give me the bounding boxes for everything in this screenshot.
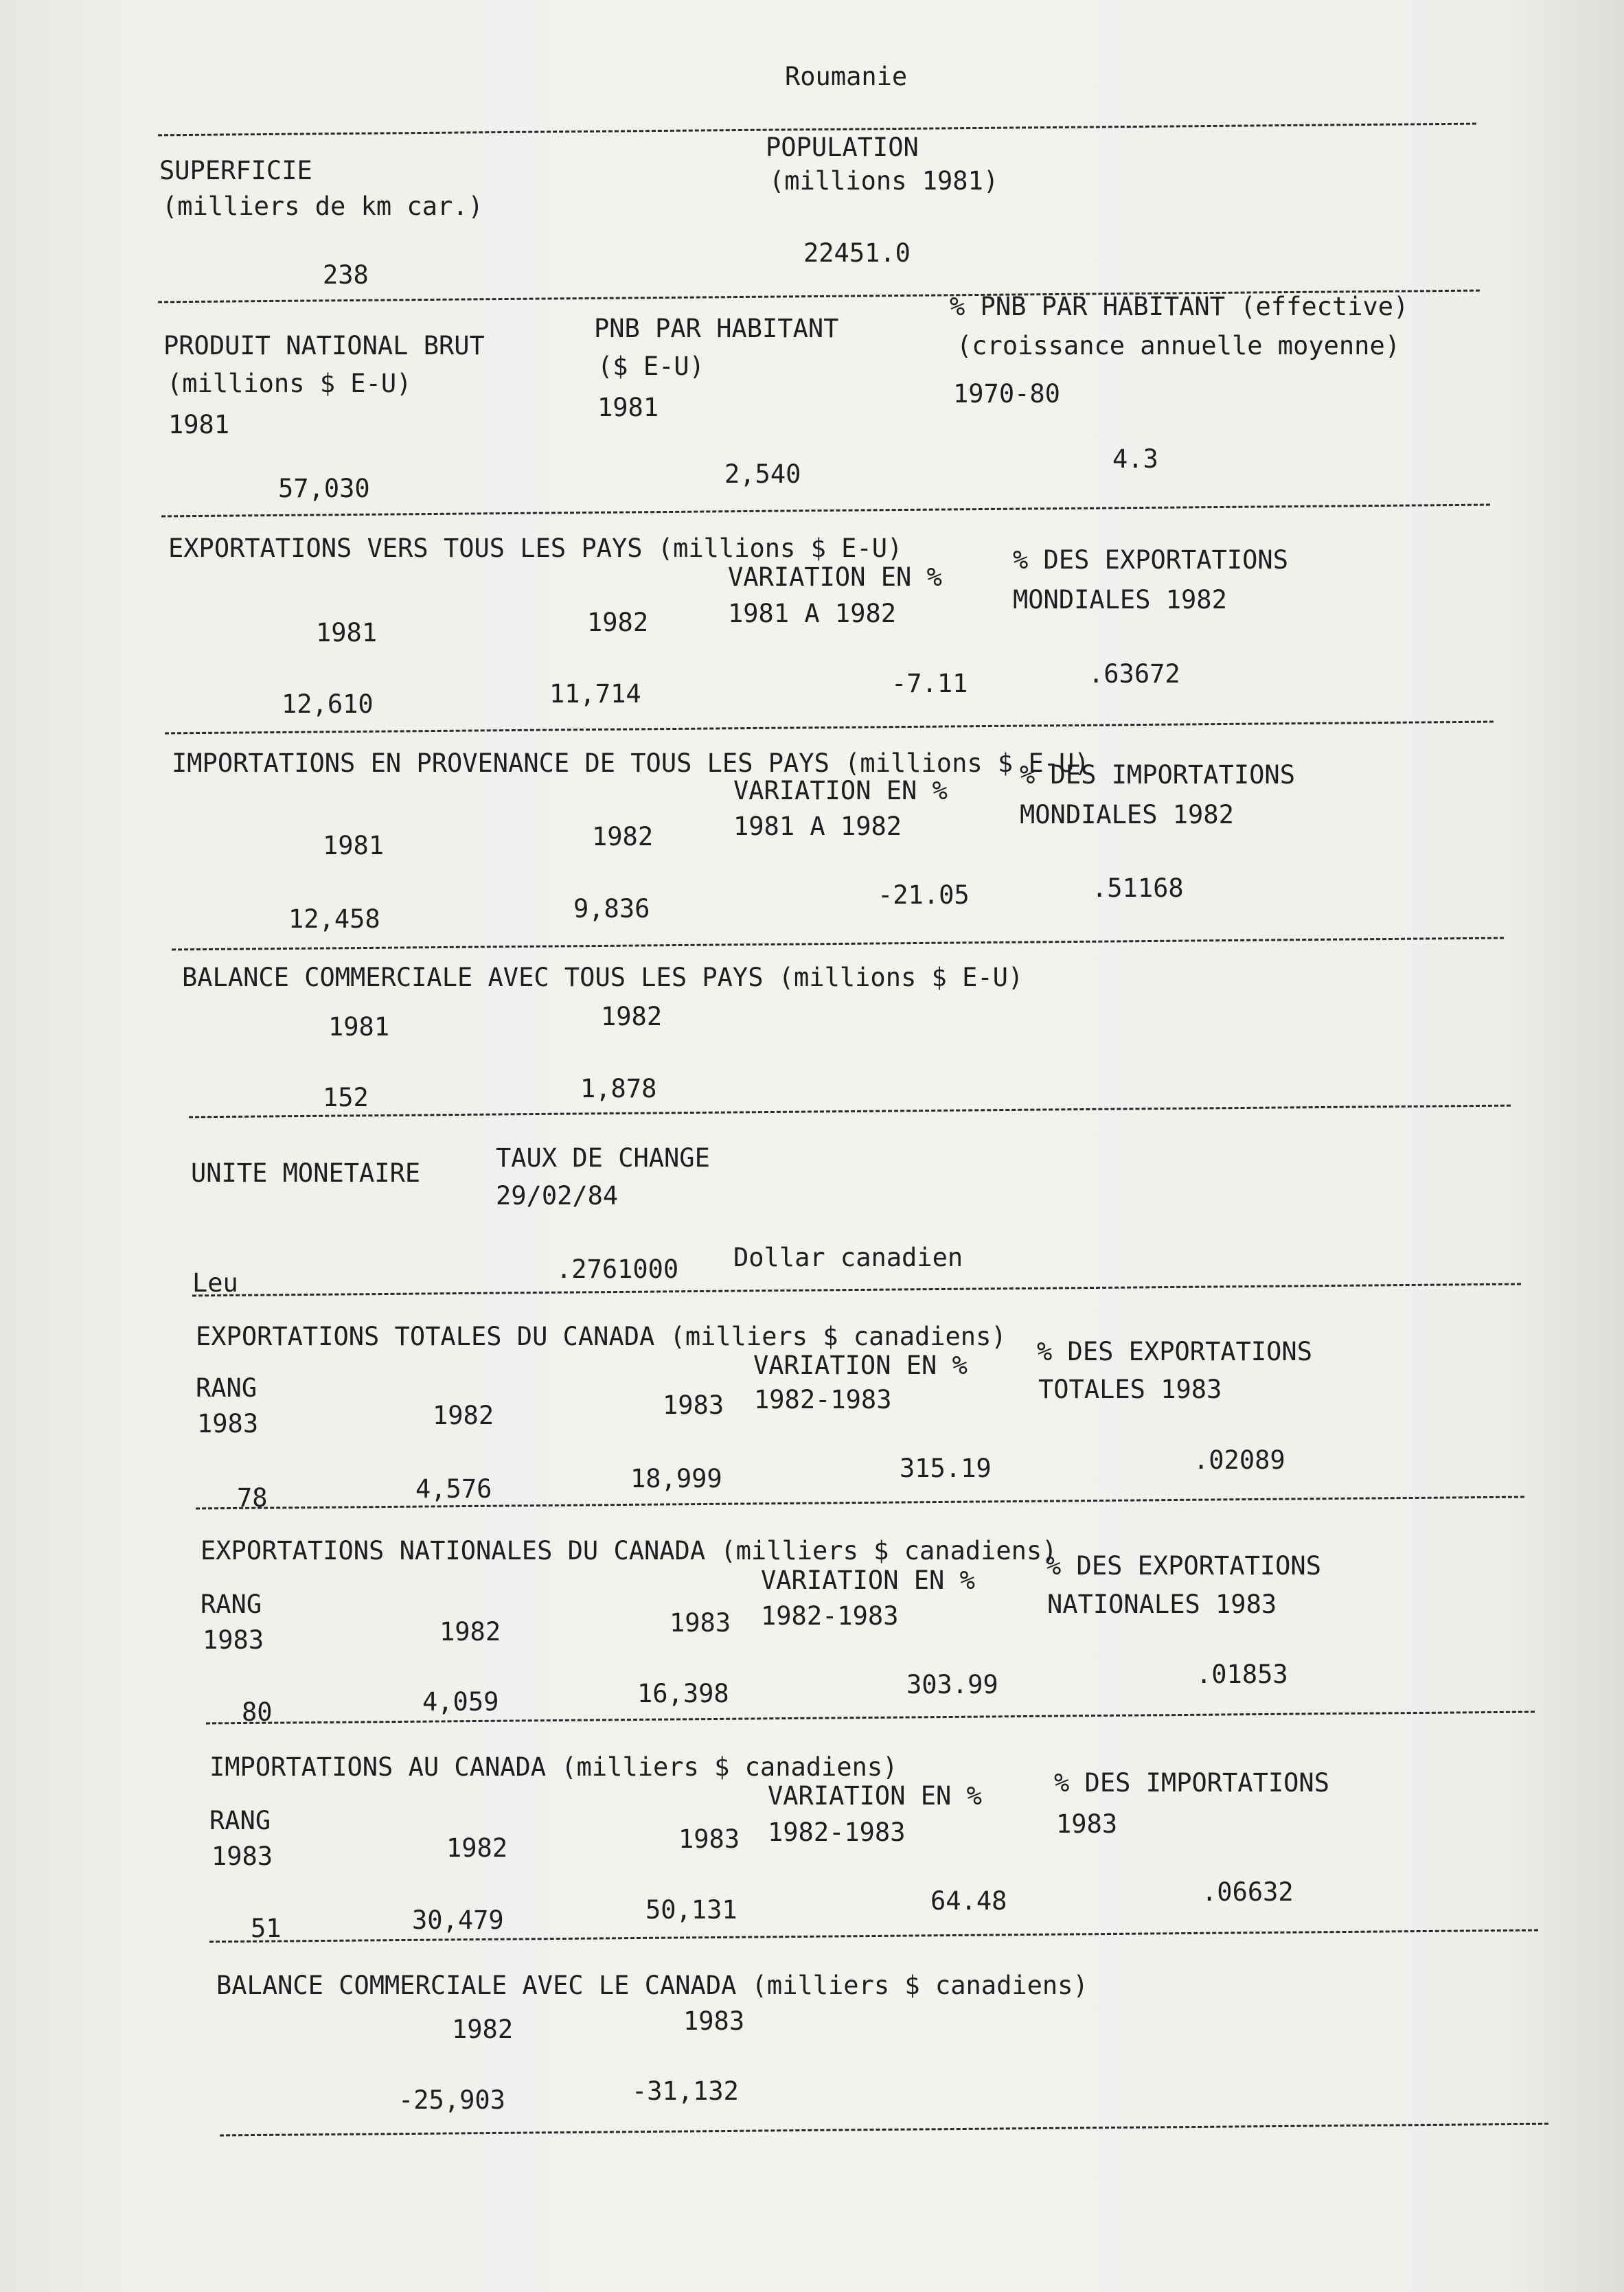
divider [209,1929,1538,1943]
world-balance-title: BALANCE COMMERCIALE AVEC TOUS LES PAYS (millions $ E-U) [182,963,1024,992]
canada-balance-year1: 1982 [452,2015,514,2044]
world-exports-variation-label1: VARIATION EN % [728,562,942,592]
world-imports-variation-value: -21.05 [878,880,970,910]
canada-domestic-exports-rank-label: RANG [201,1590,262,1619]
gnp-year: 1981 [168,410,230,439]
world-imports-variation-label2: 1981 A 1982 [733,812,902,841]
area-value: 238 [323,260,369,290]
divider [189,1105,1511,1119]
gnp-growth-label-line1: % PNB PAR HABITANT (effective) [950,292,1409,321]
divider [220,2123,1548,2137]
divider [161,504,1490,518]
world-balance-year1: 1981 [328,1012,390,1042]
canada-imports-year2: 1983 [678,1824,740,1854]
canada-total-exports-year1: 1982 [433,1401,494,1430]
area-label-line2: (milliers de km car.) [162,192,483,221]
exchange-rate-unit: Dollar canadien [733,1243,963,1272]
canada-total-exports-rank-label: RANG [196,1373,258,1403]
canada-total-exports-share-label1: % DES EXPORTATIONS [1037,1337,1312,1366]
population-value: 22451.0 [803,238,911,268]
divider [192,1283,1521,1297]
canada-imports-title: IMPORTATIONS AU CANADA (milliers $ canadiens) [209,1752,898,1782]
gnp-growth-label-line2: (croissance annuelle moyenne) [957,331,1401,360]
world-imports-share-label1: % DES IMPORTATIONS [1020,760,1295,790]
canada-total-exports-variation-value: 315.19 [900,1454,992,1483]
canada-total-exports-share-value: .02089 [1193,1445,1285,1475]
world-balance-year2: 1982 [601,1002,663,1031]
canada-imports-variation-label2: 1982-1983 [768,1818,906,1847]
population-label-line1: POPULATION [766,133,919,162]
world-exports-share-label2: MONDIALES 1982 [1013,585,1227,615]
canada-imports-value2: 50,131 [645,1895,737,1925]
world-imports-title: IMPORTATIONS EN PROVENANCE DE TOUS LES PAYS (millions $ E-U) [172,748,1090,778]
world-imports-year1: 1981 [323,831,385,860]
divider [172,937,1504,951]
divider [165,721,1494,735]
canada-domestic-exports-variation-label1: VARIATION EN % [761,1566,975,1595]
canada-total-exports-variation-label1: VARIATION EN % [753,1351,968,1380]
world-exports-share-value: .63672 [1088,659,1180,689]
canada-imports-share-label1: % DES IMPORTATIONS [1054,1768,1329,1798]
divider [196,1496,1524,1510]
population-label-line2: (millions 1981) [769,166,999,196]
gnp-value: 57,030 [278,474,370,503]
world-exports-year2: 1982 [587,608,649,637]
gnp-pc-label-line2: ($ E-U) [597,352,705,381]
world-imports-share-value: .51168 [1092,873,1184,903]
canada-imports-value1: 30,479 [412,1905,504,1935]
canada-domestic-exports-title: EXPORTATIONS NATIONALES DU CANADA (milliers $ canadiens) [201,1536,1057,1566]
canada-domestic-exports-variation-value: 303.99 [906,1670,998,1699]
canada-domestic-exports-share-label2: NATIONALES 1983 [1047,1590,1277,1619]
canada-total-exports-value1: 4,576 [415,1474,492,1504]
area-label-line1: SUPERFICIE [159,156,312,185]
canada-imports-variation-value: 64.48 [930,1886,1007,1916]
canada-imports-rank-label: RANG [209,1806,271,1835]
gnp-growth-period: 1970-80 [953,379,1060,409]
canada-domestic-exports-share-label1: % DES EXPORTATIONS [1046,1551,1321,1581]
world-exports-value1: 12,610 [282,689,374,719]
world-exports-title: EXPORTATIONS VERS TOUS LES PAYS (millions $ E-U) [168,534,903,563]
gnp-growth-value: 4.3 [1112,444,1158,474]
canada-domestic-exports-year1: 1982 [439,1617,501,1647]
canada-total-exports-title: EXPORTATIONS TOTALES DU CANADA (milliers $ canadiens) [196,1322,1007,1351]
world-imports-value2: 9,836 [573,894,650,924]
divider [206,1711,1535,1725]
canada-domestic-exports-year2: 1983 [670,1608,731,1638]
canada-domestic-exports-value2: 16,398 [637,1679,729,1708]
canada-imports-rank-year: 1983 [211,1842,273,1871]
gnp-pc-value: 2,540 [724,459,801,489]
exchange-rate-label: TAUX DE CHANGE [496,1143,710,1173]
canada-imports-share-value: .06632 [1202,1877,1294,1907]
world-exports-variation-label2: 1981 A 1982 [728,599,897,628]
canada-balance-value2: -31,132 [632,2076,739,2106]
canada-imports-rank-value: 51 [251,1914,282,1943]
canada-domestic-exports-value1: 4,059 [422,1687,499,1717]
canada-imports-share-label2: 1983 [1056,1809,1118,1839]
world-balance-value2: 1,878 [580,1074,657,1103]
world-imports-year2: 1982 [592,822,654,851]
canada-total-exports-share-label2: TOTALES 1983 [1038,1375,1222,1404]
canada-domestic-exports-share-value: .01853 [1196,1660,1288,1689]
world-imports-value1: 12,458 [288,904,380,934]
gnp-label-line2: (millions $ E-U) [167,369,412,398]
world-imports-share-label2: MONDIALES 1982 [1020,800,1234,829]
gnp-pc-label-line1: PNB PAR HABITANT [594,314,839,343]
gnp-pc-year: 1981 [597,393,659,422]
currency-name: Leu [192,1268,238,1298]
canada-total-exports-rank-value: 78 [237,1483,268,1513]
canada-total-exports-rank-year: 1983 [197,1409,259,1439]
world-imports-variation-label1: VARIATION EN % [733,776,948,805]
world-exports-value2: 11,714 [549,679,641,709]
canada-balance-year2: 1983 [683,2006,745,2036]
exchange-rate-value: .2761000 [556,1254,679,1284]
currency-label: UNITE MONETAIRE [191,1158,421,1188]
canada-total-exports-variation-label2: 1982-1983 [754,1385,892,1414]
exchange-rate-date: 29/02/84 [496,1181,619,1211]
country-title: Roumanie [785,62,908,91]
canada-balance-value1: -25,903 [398,2085,505,2115]
gnp-label-line1: PRODUIT NATIONAL BRUT [163,331,485,360]
canada-domestic-exports-rank-year: 1983 [203,1625,264,1655]
canada-imports-variation-label1: VARIATION EN % [768,1781,982,1811]
canada-domestic-exports-variation-label2: 1982-1983 [761,1601,899,1631]
canada-domestic-exports-rank-value: 80 [242,1697,273,1727]
canada-total-exports-value2: 18,999 [630,1464,722,1493]
canada-balance-title: BALANCE COMMERCIALE AVEC LE CANADA (milliers $ canadiens) [216,1971,1088,2000]
world-exports-variation-value: -7.11 [891,669,968,698]
canada-total-exports-year2: 1983 [663,1390,724,1420]
world-exports-share-label1: % DES EXPORTATIONS [1013,545,1288,575]
world-exports-year1: 1981 [316,618,378,648]
canada-imports-year1: 1982 [446,1833,508,1863]
world-balance-value1: 152 [323,1083,369,1112]
